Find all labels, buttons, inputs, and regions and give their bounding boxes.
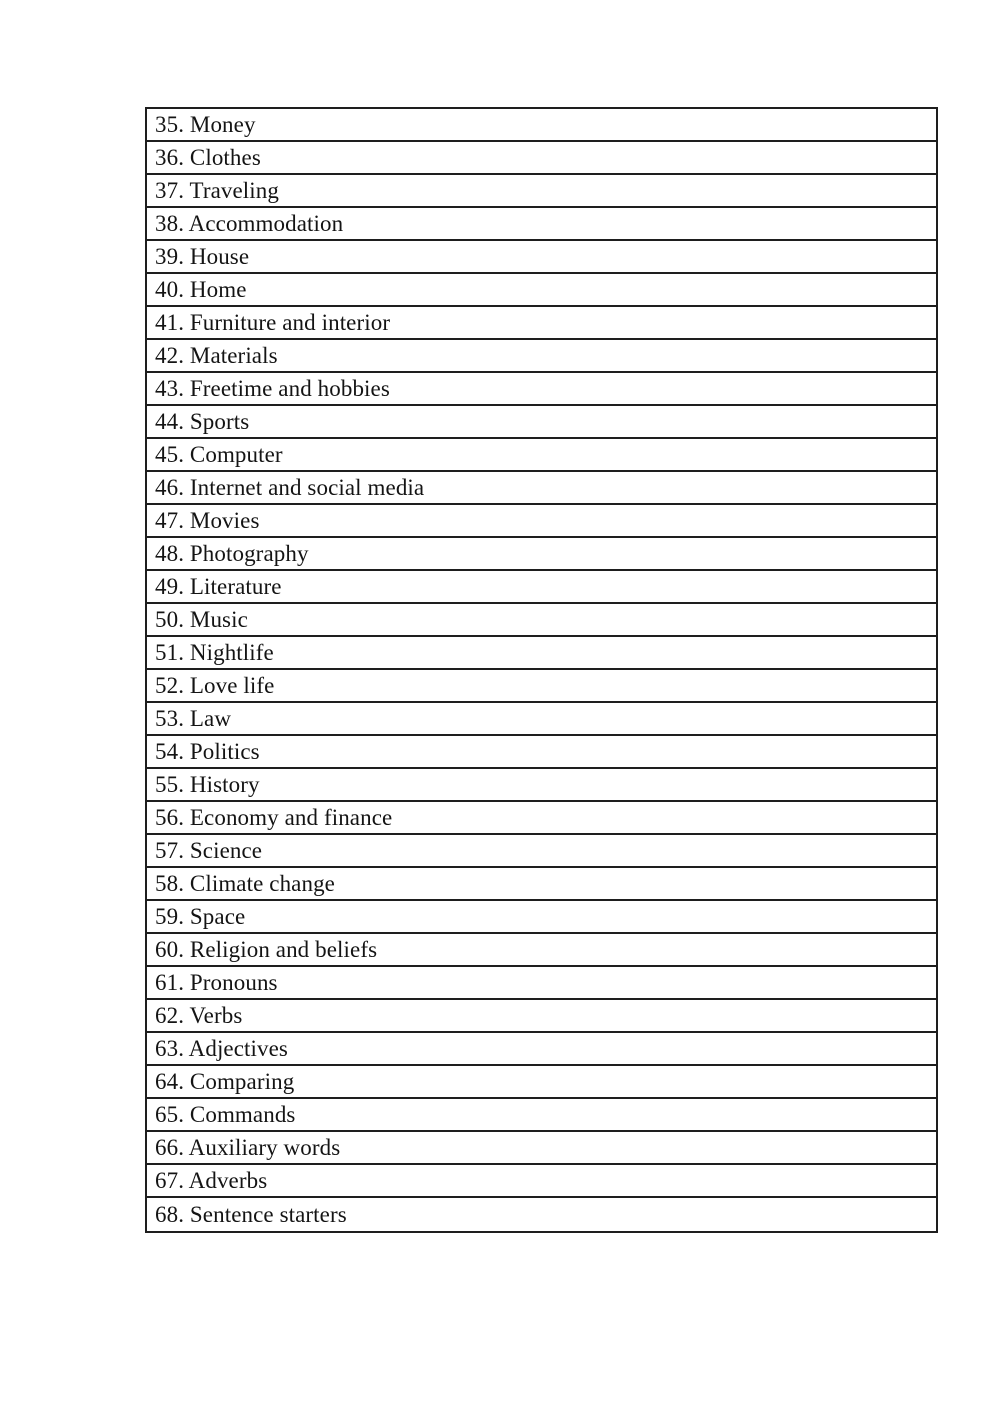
- row-label: 45. Computer: [155, 442, 283, 467]
- table-row: [147, 1066, 936, 1099]
- table-row: [147, 373, 936, 406]
- table-row: [147, 868, 936, 901]
- row-label: 63. Adjectives: [155, 1036, 288, 1061]
- table-row: [147, 967, 936, 1000]
- table-row: [147, 901, 936, 934]
- row-label: 61. Pronouns: [155, 970, 278, 995]
- row-label: 46. Internet and social media: [155, 475, 425, 500]
- table-row: [147, 538, 936, 571]
- row-label: 47. Movies: [155, 508, 260, 533]
- table-row: [147, 340, 936, 373]
- row-label: 68. Sentence starters: [155, 1202, 347, 1227]
- table-row: [147, 1165, 936, 1198]
- table-row: [147, 142, 936, 175]
- row-label: 35. Money: [155, 112, 256, 137]
- row-label: 51. Nightlife: [155, 640, 274, 665]
- row-label: 44. Sports: [155, 409, 250, 434]
- table-row: [147, 307, 936, 340]
- row-label: 59. Space: [155, 904, 246, 929]
- table-row: [147, 109, 936, 142]
- row-label: 62. Verbs: [155, 1003, 243, 1028]
- table-row: [147, 439, 936, 472]
- row-label: 40. Home: [155, 277, 247, 302]
- table-row: [147, 802, 936, 835]
- row-label: 50. Music: [155, 607, 248, 632]
- row-label: 60. Religion and beliefs: [155, 937, 378, 962]
- table-row: [147, 604, 936, 637]
- table-row: [147, 769, 936, 802]
- row-label: 36. Clothes: [155, 145, 261, 170]
- table-row: [147, 637, 936, 670]
- table-row: [147, 835, 936, 868]
- row-label: 38. Accommodation: [155, 211, 344, 236]
- row-label: 52. Love life: [155, 673, 275, 698]
- table-row: [147, 736, 936, 769]
- row-label: 55. History: [155, 772, 260, 797]
- row-label: 66. Auxiliary words: [155, 1135, 341, 1160]
- row-label: 64. Comparing: [155, 1069, 295, 1094]
- table-row: [147, 208, 936, 241]
- row-label: 49. Literature: [155, 574, 282, 599]
- row-label: 57. Science: [155, 838, 263, 863]
- table-row: [147, 1033, 936, 1066]
- table-row: [147, 670, 936, 703]
- row-label: 58. Climate change: [155, 871, 335, 896]
- row-label: 39. House: [155, 244, 250, 269]
- table-row: [147, 1000, 936, 1033]
- row-label: 65. Commands: [155, 1102, 296, 1127]
- table-row: [147, 274, 936, 307]
- row-label: 54. Politics: [155, 739, 260, 764]
- row-label: 42. Materials: [155, 343, 278, 368]
- table-row: [147, 571, 936, 604]
- row-label: 53. Law: [155, 706, 232, 731]
- table-row: [147, 934, 936, 967]
- table-row: [147, 1132, 936, 1165]
- table-row: [147, 241, 936, 274]
- row-label: 41. Furniture and interior: [155, 310, 391, 335]
- contents-table: [145, 107, 938, 1233]
- row-label: 56. Economy and finance: [155, 805, 393, 830]
- table-row: [147, 505, 936, 538]
- row-label: 48. Photography: [155, 541, 309, 566]
- row-label: 37. Traveling: [155, 178, 279, 203]
- row-label: 67. Adverbs: [155, 1168, 268, 1193]
- table-row: [147, 175, 936, 208]
- row-label: 43. Freetime and hobbies: [155, 376, 390, 401]
- table-row: [147, 406, 936, 439]
- table-row: [147, 1099, 936, 1132]
- table-row: [147, 472, 936, 505]
- table-row: [147, 703, 936, 736]
- table-row: [147, 1198, 936, 1231]
